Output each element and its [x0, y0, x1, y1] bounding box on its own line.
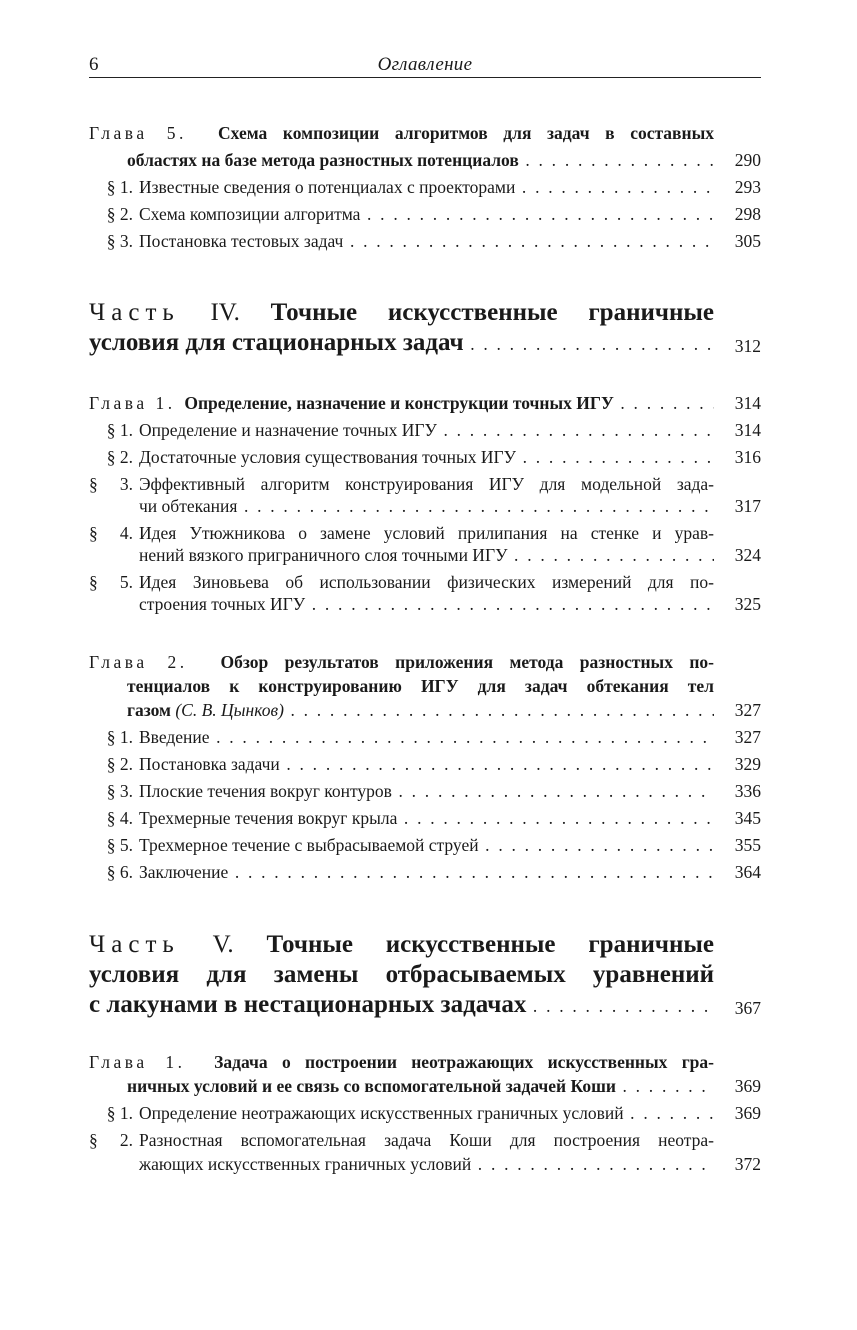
chapter-title-line	[89, 673, 761, 697]
page-ref: 293	[734, 177, 761, 197]
part-number: V.	[212, 931, 234, 958]
section-title: Достаточные условия существования точных ИГУ	[139, 447, 517, 467]
page-ref: 298	[734, 204, 761, 224]
part-title: с лакунами в нестационарных задачах	[89, 991, 527, 1018]
section-title-cont: строения точных ИГУ	[139, 594, 306, 614]
section-number: § 2.	[106, 447, 133, 467]
toc-section[interactable]	[89, 859, 761, 886]
toc-section[interactable]	[89, 1100, 761, 1127]
toc-section[interactable]	[89, 201, 761, 228]
section-number: § 2.	[106, 204, 133, 224]
part-label: Часть	[89, 931, 180, 958]
toc-part4-chapter-1[interactable]	[89, 390, 761, 618]
section-title: Постановка задачи	[139, 754, 280, 774]
page-ref: 336	[734, 781, 761, 801]
part-title-word: для	[206, 961, 247, 988]
section-number: § 2.	[89, 1130, 133, 1150]
section-title: Схема композиции алгоритма	[139, 204, 361, 224]
part-title-word: условия	[89, 961, 180, 988]
section-number: § 4.	[106, 808, 133, 828]
chapter-title-line	[89, 390, 761, 417]
page-ref: 317	[734, 496, 761, 516]
section-number: § 1.	[106, 1103, 133, 1123]
section-title-line	[89, 591, 761, 618]
page-ref: 372	[734, 1154, 761, 1174]
section-title: Трехмерное течение с выбрасываемой струей	[139, 835, 479, 855]
section-number: § 1.	[106, 420, 133, 440]
section-title: Заключение	[139, 862, 229, 882]
chapter-title: Определение, назначение и конструкции точных ИГУ	[184, 393, 614, 413]
toc-section[interactable]	[89, 805, 761, 832]
section-number: § 3.	[106, 231, 133, 251]
page-ref: 324	[734, 545, 761, 565]
toc-section[interactable]	[89, 751, 761, 778]
page-ref: 369	[734, 1076, 761, 1096]
part-title-word: граничные	[588, 299, 715, 326]
chapter-title-line	[89, 147, 761, 174]
part-title-word: граничные	[588, 931, 714, 958]
chapter-title-cont: газом	[127, 700, 171, 720]
section-title: Идея Утюжникова о замене условий прилипания на стенке и урав-	[139, 523, 714, 543]
page-ref: 314	[734, 393, 761, 413]
chapter-title-cont: тенциалов к конструированию ИГУ для задач обтекания тел	[127, 676, 714, 696]
part-title: условия для стационарных задач	[89, 329, 464, 356]
section-title: Плоские течения вокруг контуров	[139, 781, 392, 801]
page-ref: 355	[734, 835, 761, 855]
page-ref: 314	[734, 420, 761, 440]
toc-part-5[interactable]	[89, 930, 761, 1020]
chapter-label: Глава 5.	[89, 123, 187, 143]
part-title-word: искусственные	[387, 299, 558, 326]
chapter-title-line	[89, 697, 761, 724]
toc-section[interactable]	[89, 520, 761, 542]
chapter-title: Обзор результатов приложения метода разностных по-	[220, 652, 715, 672]
part-title-line	[89, 960, 761, 990]
section-title-cont: нений вязкого пригpаничного слоя точными ИГУ	[139, 545, 508, 565]
chapter-title-line	[89, 120, 761, 147]
section-number: § 4.	[89, 523, 133, 543]
section-title: Идея Зиновьева об использовании физических измерений для по-	[139, 572, 714, 592]
page-ref: 327	[734, 727, 761, 747]
section-title-line	[89, 493, 761, 520]
page-ref: 367	[734, 998, 761, 1018]
part-number: IV.	[210, 299, 240, 326]
running-title: Оглавление	[377, 54, 473, 75]
section-title-line	[89, 542, 761, 569]
toc-section[interactable]	[89, 471, 761, 493]
page-ref: 364	[734, 862, 761, 882]
section-number: § 3.	[89, 474, 133, 494]
toc-chapter-5[interactable]	[89, 120, 761, 255]
chapter-title: Задача о построении неотражающих искусственных гра-	[214, 1052, 714, 1072]
part-title-word: Точные	[266, 931, 353, 958]
chapter-title-line	[89, 1073, 761, 1100]
section-title-cont: жающих искусственных граничных условий	[139, 1154, 472, 1174]
chapter-label: Глава 1.	[89, 393, 176, 413]
toc-section[interactable]	[89, 778, 761, 805]
page-ref: 345	[734, 808, 761, 828]
chapter-title-cont: ничных условий и ее связь со вспомогательной задачей Коши	[127, 1076, 616, 1096]
page-ref: 329	[734, 754, 761, 774]
toc-part4-chapter-2[interactable]	[89, 649, 761, 886]
toc-section[interactable]	[89, 1127, 761, 1151]
section-title: Эффективный алгоритм конструирования ИГУ для модельной зада-	[139, 474, 714, 494]
section-title: Трехмерные течения вокруг крыла	[139, 808, 398, 828]
section-number: § 1.	[106, 727, 133, 747]
section-title: Разностная вспомогательная задача Коши для построения неотра-	[139, 1130, 714, 1150]
toc-section[interactable]	[89, 174, 761, 201]
section-title: Определение и назначение точных ИГУ	[139, 420, 437, 440]
section-title-cont: чи обтекания	[139, 496, 238, 516]
section-title: Определение неотражающих искусственных граничных условий	[139, 1103, 624, 1123]
section-number: § 1.	[106, 177, 133, 197]
toc-section[interactable]	[89, 417, 761, 444]
header-rule	[89, 77, 761, 78]
section-number: § 5.	[106, 835, 133, 855]
part-title-line	[89, 990, 761, 1020]
part-label: Часть	[89, 299, 180, 326]
page-ref: 316	[734, 447, 761, 467]
part-title-word: искусственные	[385, 931, 556, 958]
part-title-line	[89, 328, 761, 358]
page-ref: 305	[734, 231, 761, 251]
toc-part-4[interactable]	[89, 298, 761, 358]
toc-section[interactable]	[89, 724, 761, 751]
toc-section[interactable]	[89, 228, 761, 255]
page-ref: 369	[734, 1103, 761, 1123]
chapter-label: Глава 1.	[89, 1052, 186, 1072]
chapter-title-cont: областях на базе метода разностных потенциалов	[127, 150, 519, 170]
part-title-line	[89, 298, 761, 328]
page-number: 6	[89, 54, 99, 75]
page-ref: 325	[734, 594, 761, 614]
section-title: Введение	[139, 727, 210, 747]
section-title: Постановка тестовых задач	[139, 231, 344, 251]
chapter-title-line	[89, 649, 761, 673]
chapter-author: (С. В. Цынков)	[175, 700, 284, 720]
page-ref: 312	[734, 336, 761, 356]
section-number: § 5.	[89, 572, 133, 592]
part-title-word: отбрасываемых	[385, 961, 566, 988]
chapter-label: Глава 2.	[89, 652, 188, 672]
running-header	[89, 50, 761, 76]
part-title-word: замены	[273, 961, 359, 988]
page-ref: 327	[734, 700, 761, 720]
toc-section[interactable]	[89, 569, 761, 591]
part-title-word: Точные	[270, 299, 358, 326]
section-title: Известные сведения о потенциалах с проекторами	[139, 177, 516, 197]
toc-section[interactable]	[89, 832, 761, 859]
section-number: § 3.	[106, 781, 133, 801]
section-title-line	[89, 1151, 761, 1178]
section-number: § 6.	[106, 862, 133, 882]
toc-part5-chapter-1[interactable]	[89, 1049, 761, 1178]
page-ref: 290	[734, 150, 761, 170]
section-number: § 2.	[106, 754, 133, 774]
toc-section[interactable]	[89, 444, 761, 471]
part-title-line	[89, 930, 761, 960]
part-title-word: уравнений	[592, 961, 715, 988]
chapter-title-line	[89, 1049, 761, 1073]
chapter-title: Схема композиции алгоритмов для задач в составных	[218, 123, 714, 143]
